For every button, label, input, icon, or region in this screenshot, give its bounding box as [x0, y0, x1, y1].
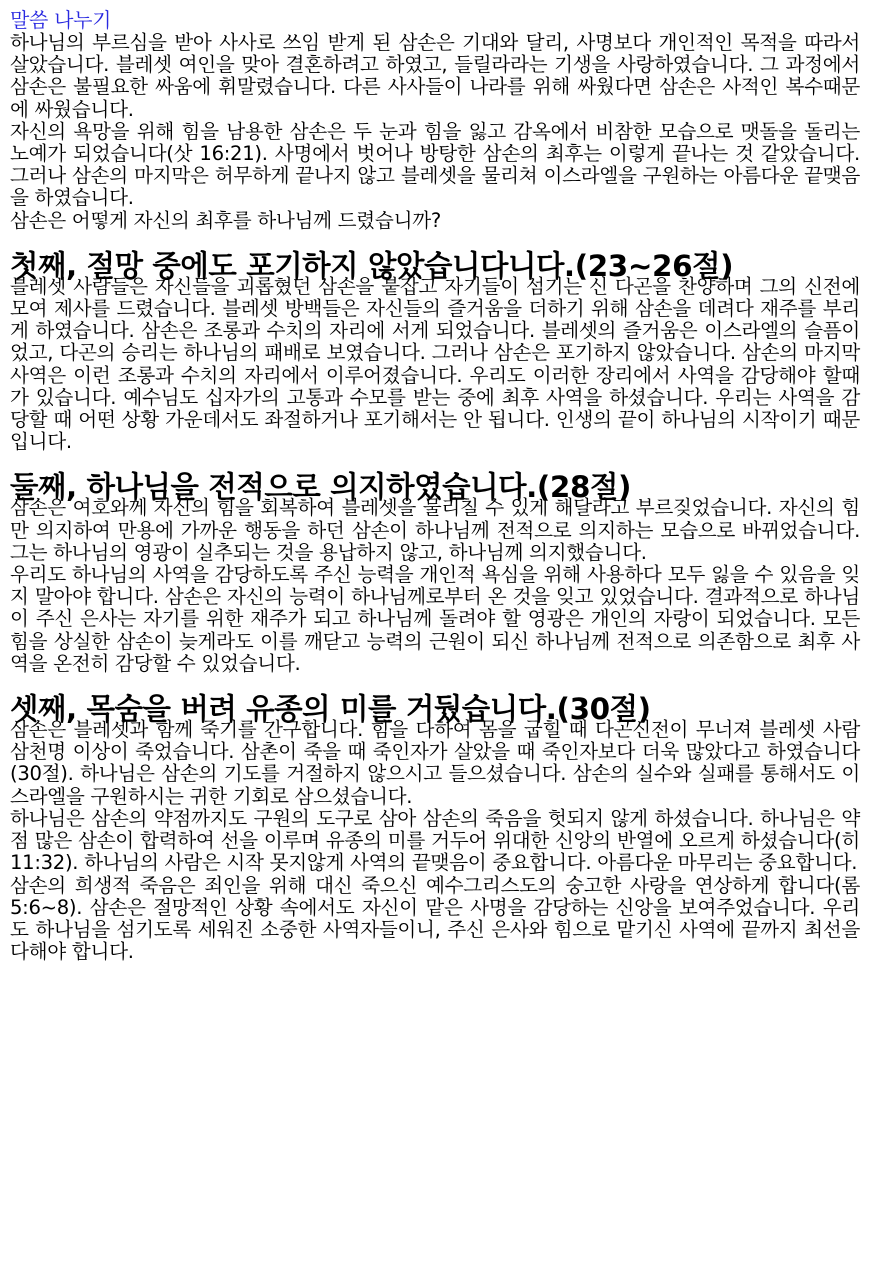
section-first-paragraph-1: 블레셋 사람들은 자신들을 괴롭혔던 삼손을 붙잡고 자기들이 섬기는 신 다곤을 찬양하며 그의 신전에 모여 제사를 드렸습니다. 블레셋 방백들은 자신들의 즐거움을 더하기 위해 삼손을 데려다 재주를 부리게 하였습니다. 삼손은 조롱과 수치의 자리에 서게 되었습니다. 블레셋의 즐거움은 이스라엘의 슬픔이었고, 다곤의 승리는 하나님의 패배로 보였습니다. 그러나 삼손은 포기하지 않았습니다. 삼손의 마지막 사역은 이런 조롱과 수치의 자리에서 이루어졌습니다. 우리도 이러한 장리에서 사역을 감당해야 할때가 있습니다. 예수님도 십자가의 고통과 수모를 받는 중에 최후 사역을 하셨습니다. 우리는 사역을 감당할 때 어떤 상황 가운데서도 좌절하거나 포기해서는 안 됩니다. 인생의 끝이 하나님의 시작이기 때문입니다.	[10, 274, 860, 454]
section-first	[10, 248, 860, 454]
section-third-paragraph-3: 삼손의 희생적 죽음은 죄인을 위해 대신 죽으신 예수그리스도의 숭고한 사랑을 연상하게 합니다(롬 5:6~8). 삼손은 절망적인 상황 속에서도 자신이 맡은 사명을 감당하는 신앙을 보여주었습니다. 우리도 하나님을 섬기도록 세워진 소중한 사역자들이니, 주신 은사와 힘으로 맡기신 사역에 끝까지 최선을 다해야 합니다.	[10, 873, 860, 964]
section-third-paragraph-2: 하나님은 삼손의 약점까지도 구원의 도구로 삼아 삼손의 죽음을 헛되지 않게 하셨습니다. 하나님은 약점 많은 삼손이 합력하여 선을 이루며 유종의 미를 거두어 위대한 신앙의 반열에 오르게 하셨습니다(히 11:32). 하나님의 사람은 시작 못지않게 사역의 끝맺음이 중요합니다. 아름다운 마무리는 중요합니다.	[10, 806, 860, 875]
section-second	[10, 470, 860, 675]
section-second-paragraph-2: 우리도 하나님의 사역을 감당하도록 주신 능력을 개인적 욕심을 위해 사용하다 모두 잃을 수 있음을 잊지 말아야 합니다. 삼손은 자신의 능력이 하나님께로부터 온 것을 잊고 있었습니다. 결과적으로 하나님이 주신 은사는 자기를 위한 재주가 되고 하나님께 돌려야 할 영광은 개인의 자랑이 되었습니다. 모든 힘을 상실한 삼손이 늦게라도 이를 깨닫고 능력의 근원이 되신 하나님께 전적으로 의존함으로 최후 사역을 온전히 감당할 수 있었습니다.	[10, 563, 860, 675]
section-heading-second: 둘째, 하나님을 전적으로 의지하였습니다.(28절)	[10, 470, 632, 505]
section-third	[10, 692, 860, 964]
page-title: 말씀 나누기	[10, 8, 112, 32]
intro-question: 삼손은 어떻게 자신의 최후를 하나님께 드렸습니까?	[10, 208, 441, 232]
intro-paragraph-2: 자신의 욕망을 위해 힘을 남용한 삼손은 두 눈과 힘을 잃고 감옥에서 비참한 모습으로 맷돌을 돌리는 노예가 되었습니다(삿 16:21). 사명에서 벗어나 방탕한 삼손의 최후는 이렇게 끝나는 것 같았습니다. 그러나 삼손의 마지막은 허무하게 끝나지 않고 블레셋을 물리쳐 이스라엘을 구원하는 아름다운 끝맺음을 하였습니다.	[10, 119, 860, 210]
section-third-paragraph-1: 삼손은 블레셋과 함께 죽기를 간구합니다. 힘을 다하여 몸을 굽힐 때 다곤신전이 무너져 블레셋 사람 삼천명 이상이 죽었습니다. 삼촌이 죽을 때 죽인자가 살았을 때 죽인자보다 더욱 많았다고 하였습니다(30절). 하나님은 삼손의 기도를 거절하지 않으시고 들으셨습니다. 삼손의 실수와 실패를 통해서도 이스라엘을 구원하시는 귀한 기회로 삼으셨습니다.	[10, 718, 860, 808]
section-heading-first: 첫째, 절망 중에도 포기하지 않았습니다니다.(23~26절)	[10, 248, 734, 283]
section-heading-third: 셋째, 목숨을 버려 유종의 미를 거뒀습니다.(30절)	[10, 692, 651, 727]
intro-block	[10, 32, 860, 232]
intro-paragraph-1: 하나님의 부르심을 받아 사사로 쓰임 받게 된 삼손은 기대와 달리, 사명보다 개인적인 목적을 따라서 살았습니다. 블레셋 여인을 맞아 결혼하려고 하였고, 들릴라라는 기생을 사랑하였습니다. 그 과정에서 삼손은 불필요한 싸움에 휘말렸습니다. 다른 사사들이 나라를 위해 싸웠다면 삼손은 사적인 복수때문에 싸웠습니다.	[10, 31, 860, 121]
section-second-paragraph-1: 삼손은 여호와께 자신의 힘을 회복하여 블레셋을 물리칠 수 있게 해달라고 부르짖었습니다. 자신의 힘만 의지하여 만용에 가까운 행동을 하던 삼손이 하나님께 전적으로 의지하는 모습으로 바뀌었습니다. 그는 하나님의 영광이 실추되는 것을 용납하지 않고, 하나님께 의지했습니다.	[10, 496, 860, 564]
